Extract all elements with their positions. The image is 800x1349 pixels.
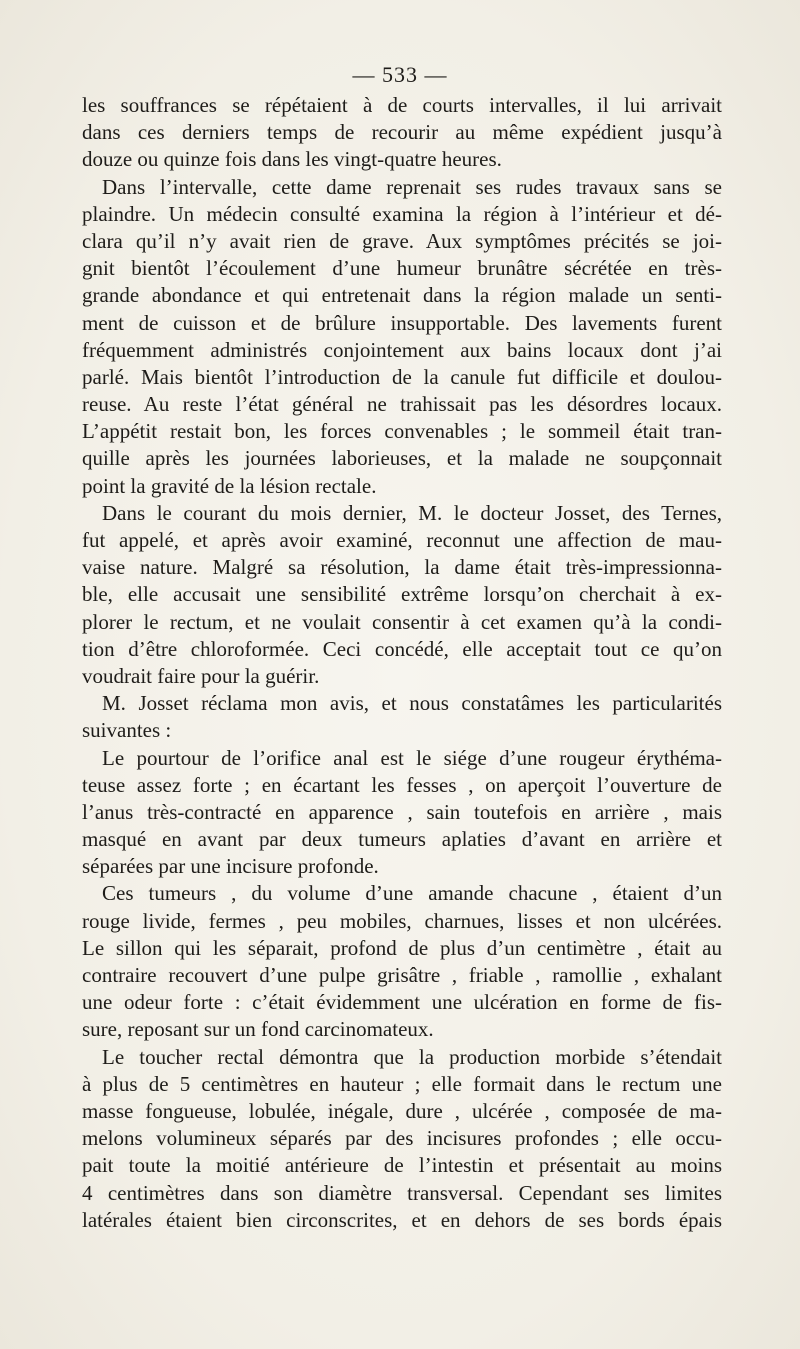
text-line: l’anus très-contracté en apparence , sain toutefois en arrière , mais xyxy=(82,799,722,824)
text-line: pait toute la moitié antérieure de l’intestin et présentait au moins xyxy=(82,1153,722,1178)
text-line: les souffrances se répétaient à de courts intervalles, il lui arrivait xyxy=(82,93,722,117)
text-line: plaindre. Un médecin consulté examina la région à l’intérieur et dé- xyxy=(82,201,722,226)
text-line: clara qu’il n’y avait rien de grave. Aux symptômes précités se joi- xyxy=(82,228,722,253)
text-line: point la gravité de la lésion rectale. xyxy=(82,473,377,498)
text-line: melons volumineux séparés par des incisures profondes ; elle occu- xyxy=(82,1126,722,1151)
text-line: Dans le courant du mois dernier, M. le docteur Josset, des Ternes, xyxy=(102,500,722,525)
text-line: à plus de 5 centimètres en hauteur ; elle formait dans le rectum une xyxy=(82,1071,722,1096)
text-line: ment de cuisson et de brûlure insupportable. Des lavements furent xyxy=(82,310,722,335)
text-line: teuse assez forte ; en écartant les fesses , on aperçoit l’ouverture de xyxy=(82,772,722,797)
text-line: grande abondance et qui entretenait dans la région malade un senti- xyxy=(82,283,722,308)
page-number: — 533 — xyxy=(352,62,448,87)
text-line: Le pourtour de l’orifice anal est le siége d’une rougeur érythéma- xyxy=(102,745,722,770)
text-line: séparées par une incisure profonde. xyxy=(82,854,379,879)
text-line: contraire recouvert d’une pulpe grisâtre , friable , ramollie , exhalant xyxy=(82,963,722,987)
text-line: Ces tumeurs , du volume d’une amande chacune , étaient d’un xyxy=(102,881,722,906)
text-line: voudrait faire pour la guérir. xyxy=(82,663,320,688)
text-line: une odeur forte : c’était évidemment une ulcération en forme de fis- xyxy=(82,990,722,1015)
text-line: reuse. Au reste l’état général ne trahissait pas les désordres locaux. xyxy=(82,392,722,417)
text-line: fut appelé, et après avoir examiné, reconnut une affection de mau- xyxy=(82,528,722,552)
text-line: ble, elle accusait une sensibilité extrême lorsqu’on cherchait à ex- xyxy=(82,582,722,607)
text-line: Le sillon qui les séparait, profond de plus d’un centimètre , était au xyxy=(82,935,722,960)
text-line: parlé. Mais bientôt l’introduction de la canule fut difficile et doulou- xyxy=(82,364,722,389)
text-line: vaise nature. Malgré sa résolution, la dame était très-impressionna- xyxy=(82,555,722,580)
text-line: sure, reposant sur un fond carcinomateux. xyxy=(82,1017,434,1042)
text-line: Le toucher rectal démontra que la production morbide s’étendait xyxy=(102,1044,722,1069)
text-line: quille après les journées laborieuses, et la malade ne soupçonnait xyxy=(82,446,722,471)
text-line: masse fongueuse, lobulée, inégale, dure , ulcérée , composée de ma- xyxy=(82,1098,722,1123)
text-line: tion d’être chloroformée. Ceci concédé, elle acceptait tout ce qu’on xyxy=(82,636,722,661)
text-line: M. Josset réclama mon avis, et nous constatâmes les particularités xyxy=(102,691,722,716)
text-line: dans ces derniers temps de recourir au même expédient jusqu’à xyxy=(82,120,722,145)
text-line: masqué en avant par deux tumeurs aplaties d’avant en arrière et xyxy=(82,827,722,852)
text-line: latérales étaient bien circonscrites, et en dehors de ses bords épais xyxy=(82,1207,722,1232)
body-text xyxy=(82,92,722,1234)
text-line: Dans l’intervalle, cette dame reprenait ses rudes travaux sans se xyxy=(102,174,722,199)
text-line: plorer le rectum, et ne voulait consentir à cet examen qu’à la condi- xyxy=(82,609,722,634)
text-line: suivantes : xyxy=(82,718,172,743)
text-line: gnit bientôt l’écoulement d’une humeur brunâtre sécrétée en très- xyxy=(82,256,722,281)
text-line: fréquemment administrés conjointement aux bains locaux dont j’ai xyxy=(82,337,722,362)
text-line: rouge livide, fermes , peu mobiles, charnues, lisses et non ulcérées. xyxy=(82,908,722,933)
text-line: douze ou quinze fois dans les vingt-quatre heures. xyxy=(82,147,502,172)
text-line: 4 centimètres dans son diamètre transversal. Cependant ses limites xyxy=(82,1180,722,1205)
text-line: L’appétit restait bon, les forces convenables ; le sommeil était tran- xyxy=(82,419,722,444)
